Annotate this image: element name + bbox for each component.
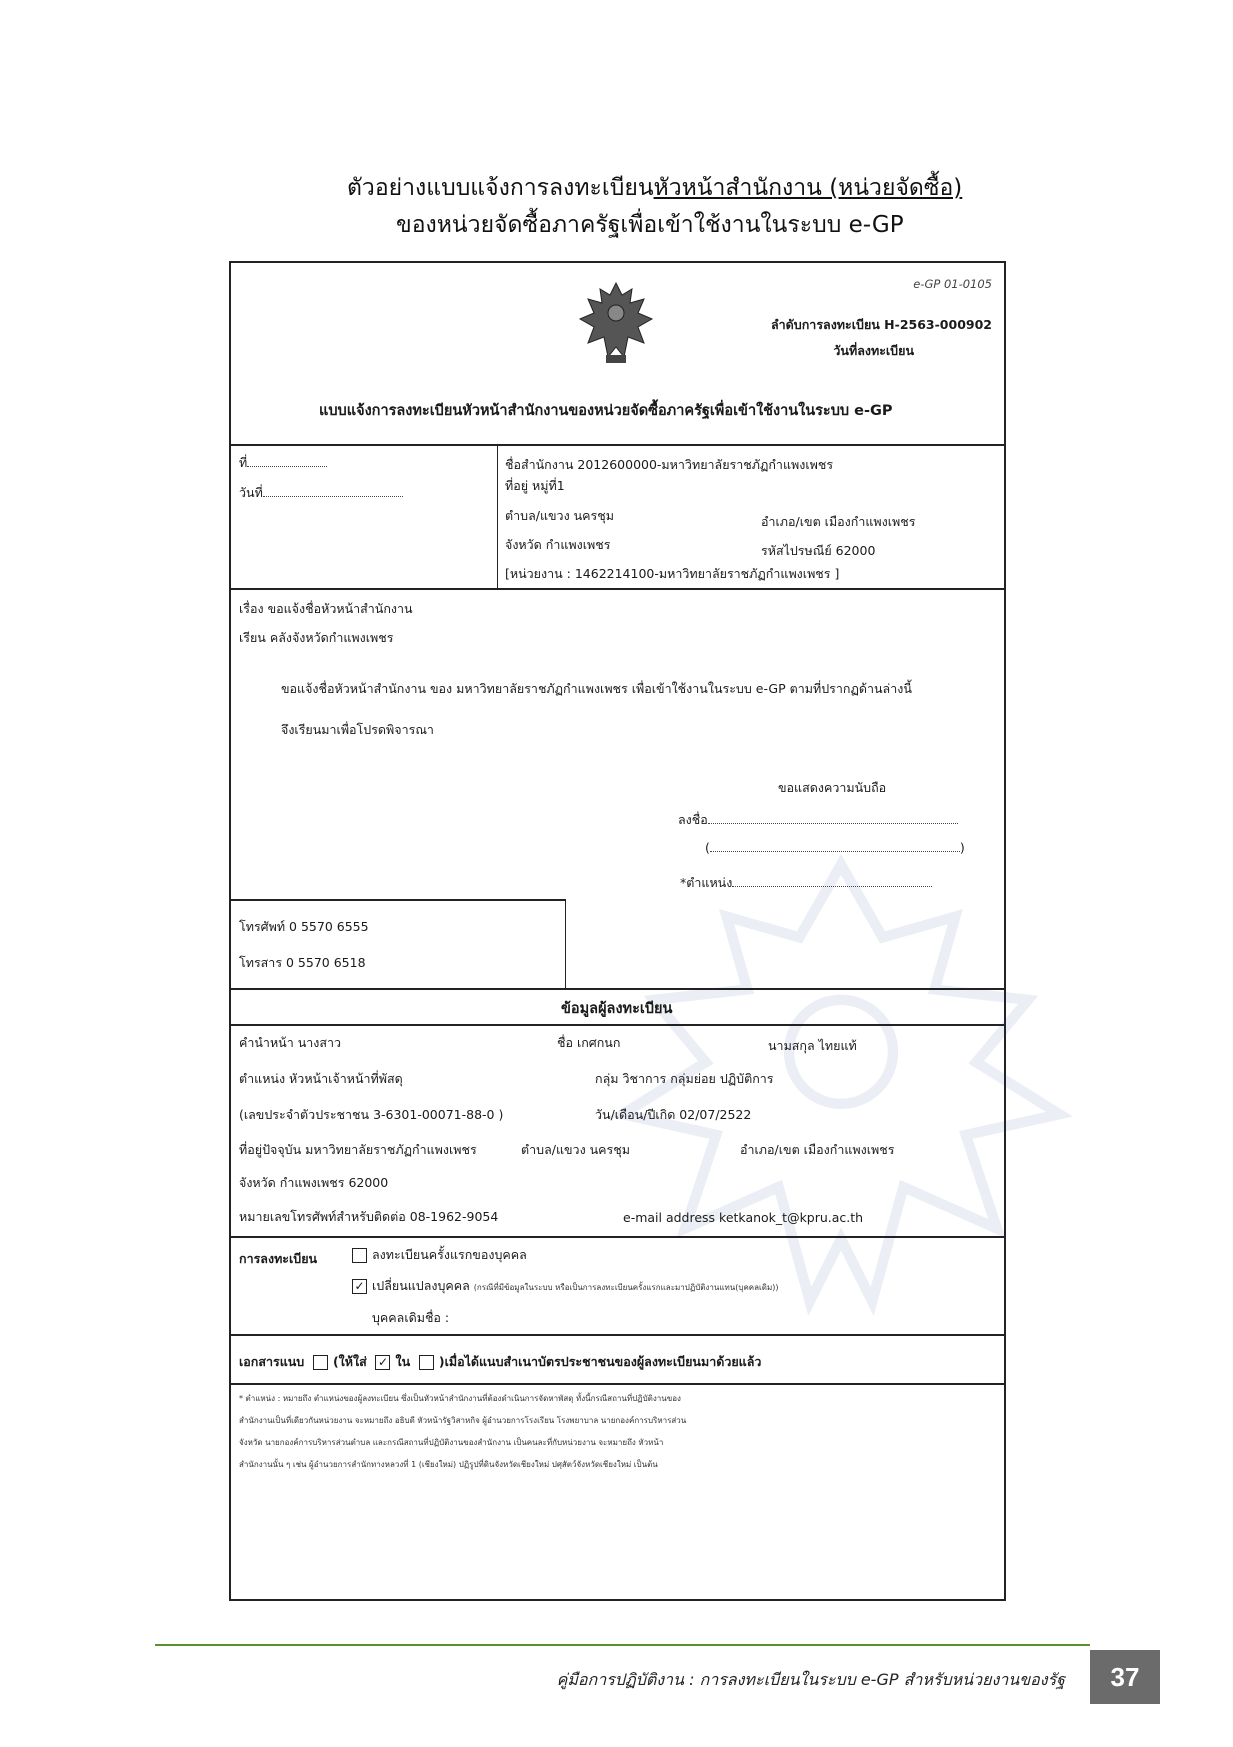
divider <box>231 1334 1004 1336</box>
registration-label: การลงทะเบียน <box>239 1251 318 1266</box>
page-title-line2: ของหน่วยจัดซื้อภาครัฐเพื่อเข้าใช้งานในระบบ e-GP <box>396 212 904 238</box>
divider <box>231 1383 1004 1385</box>
ref-field: ที่ <box>239 453 327 473</box>
office-district: อำเภอ/เขต เมืองกำแพงเพชร <box>761 514 916 529</box>
registrant-last-name: นามสกุล ไทยแท้ <box>768 1038 857 1053</box>
footer-rule <box>155 1644 1090 1646</box>
form-code: e-GP 01-0105 <box>913 277 992 291</box>
divider <box>231 444 1004 446</box>
footnote-line: สำนักงานนั้น ๆ เช่น ผู้อำนวยการสำนักทางหลวงที่ 1 (เชียงใหม่) ปฏิรูปที่ดินจังหวัดเชียงใหม่ ปศุสัตว์จังหวัดเชียงใหม่ เป็นต้น <box>239 1460 658 1469</box>
letter-subject: เรื่อง ขอแจ้งชื่อหัวหน้าสำนักงาน <box>239 601 413 616</box>
office-province: จังหวัด กำแพงเพชร <box>505 537 611 552</box>
divider <box>231 1236 1004 1238</box>
registrant-birth-date: วัน/เดือน/ปีเกิด 02/07/2522 <box>595 1107 752 1122</box>
checkbox-change-person[interactable]: ✓ <box>352 1279 367 1294</box>
divider <box>231 588 1004 590</box>
divider <box>231 899 565 901</box>
checkbox-attachment-legend <box>313 1355 328 1370</box>
signature-name-line: ( ) <box>705 840 965 855</box>
garuda-emblem-icon <box>576 277 656 367</box>
checkbox-attachment-empty <box>419 1355 434 1370</box>
divider <box>497 444 498 590</box>
letter-body: ขอแจ้งชื่อหัวหน้าสำนักงาน ของ มหาวิทยาลัยราชภัฏกำแพงเพชร เพื่อเข้าใช้งานในระบบ e-GP ตามที่ปรากฏด้านล่างนี้ <box>281 681 912 696</box>
title-underlined: หัวหน้าสำนักงาน (หน่วยจัดซื้อ) <box>653 175 963 201</box>
signature-line: ลงชื่อ <box>678 810 958 830</box>
registrant-prefix: คำนำหน้า นางสาว <box>239 1035 342 1050</box>
office-unit: [หน่วยงาน : 1462214100-มหาวิทยาลัยราชภัฏกำแพงเพชร ] <box>505 566 840 581</box>
contact-phone: โทรศัพท์ 0 5570 6555 <box>239 919 369 934</box>
page-title-line1 <box>347 170 962 206</box>
letter-body-closing: จึงเรียนมาเพื่อโปรดพิจารณา <box>281 722 434 737</box>
checkbox-first-time[interactable] <box>352 1248 367 1263</box>
registration-form <box>229 261 1006 1601</box>
contact-fax: โทรสาร 0 5570 6518 <box>239 955 366 970</box>
divider <box>231 1024 1004 1026</box>
attachment-row: เอกสารแนบ (ให้ใส่ ✓ ใน )เมื่อได้แนบสำเนาบัตรประชาชนของผู้ลงทะเบียนมาด้วยแล้ว <box>239 1354 762 1369</box>
footnote-line: จังหวัด นายกองค์การบริหารส่วนตำบล และกรณีสถานที่ปฏิบัติงานของสำนักงาน เป็นคนละที่กับหน่วยงาน จะหมายถึง หัวหน้า <box>239 1438 664 1447</box>
date-field: วันที่ <box>239 483 403 503</box>
registration-date-label: วันที่ลงทะเบียน <box>833 343 914 358</box>
page-number-badge: 37 <box>1090 1650 1160 1704</box>
registrant-section-title: ข้อมูลผู้ลงทะเบียน <box>561 1001 673 1017</box>
registration-number: ลำดับการลงทะเบียน H-2563-000902 <box>771 317 992 332</box>
registrant-id-card: (เลขประจำตัวประชาชน 3-6301-00071-88-0 ) <box>239 1107 504 1122</box>
position-line: *ตำแหน่ง <box>680 873 932 893</box>
footnote-line: สำนักงานเป็นที่เดียวกันหน่วยงาน จะหมายถึง อธิบดี หัวหน้ารัฐวิสาหกิจ ผู้อำนวยการโรงเรียน โรงพยาบาล นายกองค์การบริหารส่วน <box>239 1416 687 1425</box>
divider <box>231 988 1004 990</box>
footer-text: คู่มือการปฏิบัติงาน : การลงทะเบียนในระบบ e-GP สำหรับหน่วยงานของรัฐ <box>556 1670 1065 1689</box>
checkbox-attachment[interactable]: ✓ <box>375 1355 390 1370</box>
registrant-phone: หมายเลขโทรศัพท์สำหรับติดต่อ 08-1962-9054 <box>239 1209 499 1224</box>
office-subdistrict: ตำบล/แขวง นครชุม <box>505 508 614 523</box>
registrant-subdistrict: ตำบล/แขวง นครชุม <box>521 1142 630 1157</box>
registrant-group: กลุ่ม วิชาการ กลุ่มย่อย ปฏิบัติการ <box>595 1071 774 1086</box>
letter-to: เรียน คลังจังหวัดกำแพงเพชร <box>239 630 394 645</box>
divider <box>565 899 566 988</box>
registrant-district: อำเภอ/เขต เมืองกำแพงเพชร <box>740 1142 895 1157</box>
registration-option-change-person[interactable]: ✓ เปลี่ยนแปลงบุคคล (กรณีที่มีข้อมูลในระบบ หรือเป็นการลงทะเบียนครั้งแรกและมาปฏิบัติงานแทน(บุคคลเดิม)) <box>352 1276 779 1296</box>
office-address: ที่อยู่ หมู่ที่1 <box>505 478 565 493</box>
form-title: แบบแจ้งการลงทะเบียนหัวหน้าสำนักงานของหน่วยจัดซื้อภาครัฐเพื่อเข้าใช้งานในระบบ e-GP <box>319 403 893 419</box>
office-name: ชื่อสำนักงาน 2012600000-มหาวิทยาลัยราชภัฏกำแพงเพชร <box>505 457 834 472</box>
registration-option-first-time[interactable]: ลงทะเบียนครั้งแรกของบุคคล <box>352 1245 527 1265</box>
title-pre: ตัวอย่างแบบแจ้งการลงทะเบียน <box>347 175 654 201</box>
registrant-province: จังหวัด กำแพงเพชร 62000 <box>239 1175 389 1190</box>
office-postcode: รหัสไปรษณีย์ 62000 <box>761 543 876 558</box>
registrant-first-name: ชื่อ เกศกนก <box>557 1035 621 1050</box>
registrant-position: ตำแหน่ง หัวหน้าเจ้าหน้าที่พัสดุ <box>239 1071 403 1086</box>
registrant-email: e-mail address ketkanok_t@kpru.ac.th <box>623 1210 864 1225</box>
registrant-address: ที่อยู่ปัจจุบัน มหาวิทยาลัยราชภัฏกำแพงเพชร <box>239 1142 477 1157</box>
previous-person-label: บุคคลเดิมชื่อ : <box>372 1310 450 1325</box>
footnote-line: * ตำแหน่ง : หมายถึง ตำแหน่งของผู้ลงทะเบียน ซึ่งเป็นหัวหน้าสำนักงานที่ต้องดำเนินการจัดหาพัสดุ ทั้งนี้กรณีสถานที่ปฏิบัติงานของ <box>239 1394 681 1403</box>
letter-closing: ขอแสดงความนับถือ <box>778 780 887 795</box>
